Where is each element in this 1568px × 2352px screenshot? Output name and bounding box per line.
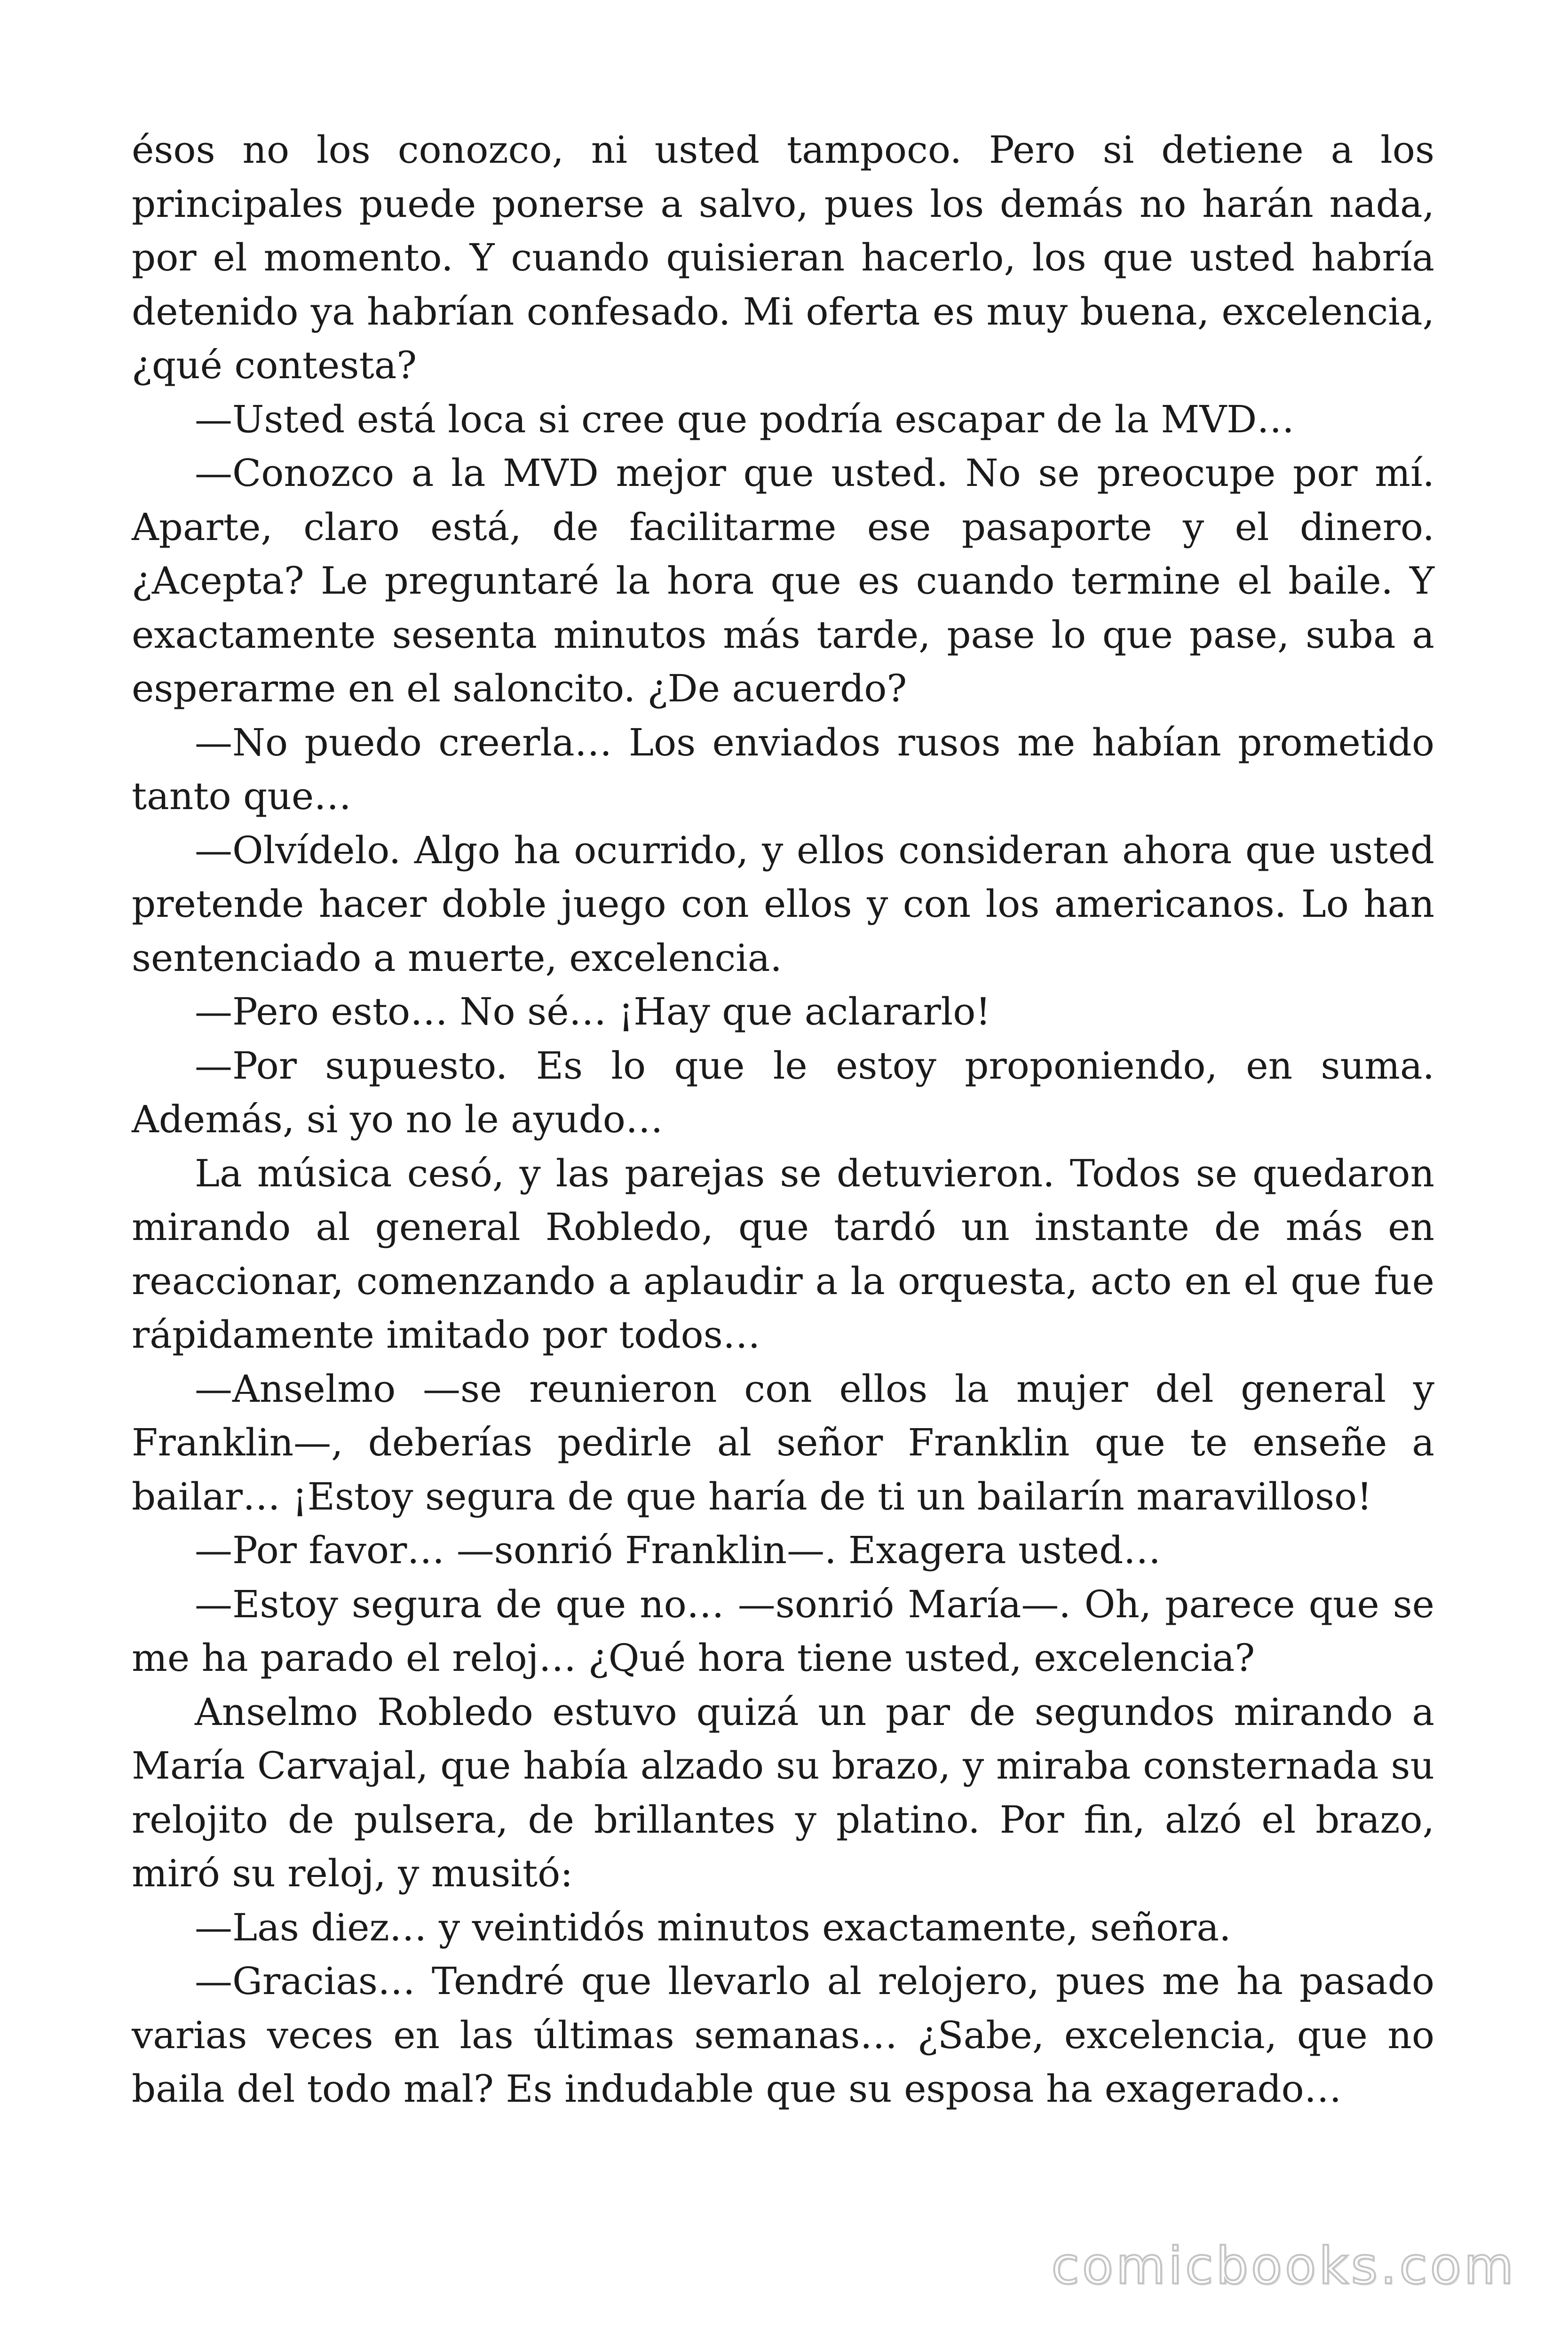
paragraph: Anselmo Robledo estuvo quizá un par de segundos mirando a María Carvajal, que había alzado su brazo, y miraba consternada su relojito de pulsera, de brillantes y platino. Por fin, alzó el brazo, miró su reloj, y musitó:	[132, 1690, 1434, 1895]
paragraph: —Usted está loca si cree que podría escapar de la MVD…	[195, 397, 1295, 441]
paragraph: —Por supuesto. Es lo que le estoy proponiendo, en suma. Además, si yo no le ayudo…	[132, 1043, 1434, 1141]
paragraph: —Pero esto… No sé… ¡Hay que aclararlo!	[195, 990, 991, 1033]
paragraph: —Anselmo —se reunieron con ellos la mujer del general y Franklin—, deberías pedirle al señor Franklin que te enseñe a bailar… ¡Estoy segura de que haría de ti un bailarín maravilloso!	[132, 1367, 1434, 1518]
body-text	[132, 123, 1434, 2116]
paragraph: —Estoy segura de que no… —sonrió María—. Oh, parece que se me ha parado el reloj… ¿Qué hora tiene usted, excelencia?	[132, 1582, 1434, 1680]
paragraph: —Las diez… y veintidós minutos exactamente, señora.	[195, 1905, 1231, 1949]
watermark: comicbooks.com	[1051, 2237, 1516, 2296]
paragraph: —Gracias… Tendré que llevarlo al relojero, pues me ha pasado varias veces en las últimas semanas… ¿Sabe, excelencia, que no baila del todo mal? Es indudable que su esposa ha exagerado…	[132, 1959, 1434, 2111]
paragraph: —No puedo creerla… Los enviados rusos me habían prometido tanto que…	[132, 720, 1434, 818]
paragraph: —Conozco a la MVD mejor que usted. No se preocupe por mí. Aparte, claro está, de facilitarme ese pasaporte y el dinero. ¿Acepta? Le preguntaré la hora que es cuando termine el baile. Y exactamente sesenta minutos más tarde, pase lo que pase, suba a esperarme en el saloncito. ¿De acuerdo?	[132, 451, 1434, 710]
paragraph: La música cesó, y las parejas se detuvieron. Todos se quedaron mirando al general Robledo, que tardó un instante de más en reaccionar, comenzando a aplaudir a la orquesta, acto en el que fue rápidamente imitado por todos…	[132, 1151, 1434, 1357]
paragraph: ésos no los conozco, ni usted tampoco. Pero si detiene a los principales puede ponerse a salvo, pues los demás no harán nada, por el momento. Y cuando quisieran hacerlo, los que usted habría detenido ya habrían confesado. Mi oferta es muy buena, excelencia, ¿qué contesta?	[132, 128, 1434, 387]
paragraph: —Olvídelo. Algo ha ocurrido, y ellos consideran ahora que usted pretende hacer doble juego con ellos y con los americanos. Lo han sentenciado a muerte, excelencia.	[132, 828, 1434, 980]
paragraph: —Por favor… —sonrió Franklin—. Exagera usted…	[195, 1528, 1161, 1572]
